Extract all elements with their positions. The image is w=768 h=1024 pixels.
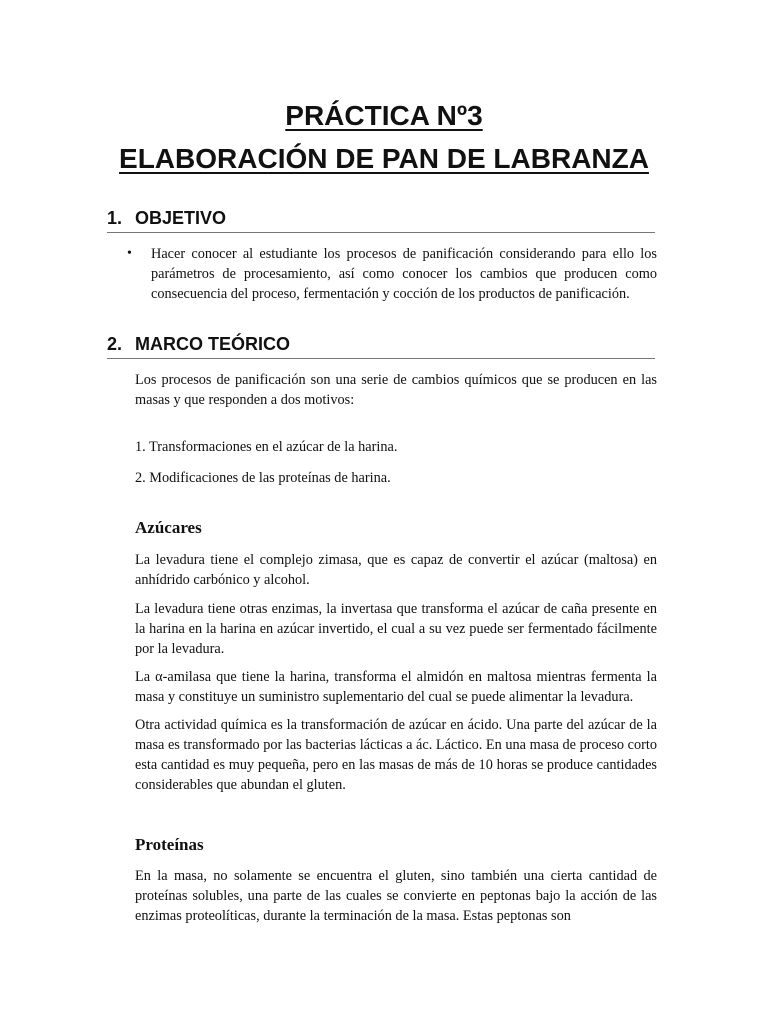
bullet-icon: • [127, 246, 132, 261]
objective-bullet-text: Hacer conocer al estudiante los procesos de panificación considerando para ello los parámetros de procesamiento, así como conocer los cambios que producen como consecuencia del proceso, fermentación y cocción de los productos de panificación. [151, 246, 657, 302]
section-title: MARCO TEÓRICO [135, 334, 290, 354]
paragraph: La levadura tiene el complejo zimasa, que es capaz de convertir el azúcar (maltosa) en anhídrido carbónico y alcohol. [135, 552, 657, 588]
subheading-proteinas: Proteínas [135, 835, 204, 854]
list-item: 2. Modificaciones de las proteínas de harina. [135, 470, 391, 486]
paragraph: La α-amilasa que tiene la harina, transforma el almidón en maltosa mientras fermenta la masa y constituye un suministro suplementario del cual se puede alimentar la levadura. [135, 669, 657, 705]
subheading-azucares: Azúcares [135, 518, 202, 537]
section-heading-objetivo [107, 205, 655, 233]
document-title-line-2: ELABORACIÓN DE PAN DE LABRANZA [119, 143, 649, 174]
section-number: 1. [107, 208, 123, 228]
paragraph: La levadura tiene otras enzimas, la invertasa que transforma el azúcar de caña presente en la harina en la harina en azúcar invertido, el cual a su vez puede ser fermentado fácilmente por la levadura. [135, 601, 657, 657]
section-number: 2. [107, 334, 123, 354]
paragraph: En la masa, no solamente se encuentra el gluten, sino también una cierta cantidad de proteínas solubles, una parte de las cuales se convierte en peptonas bajo la acción de las enzimas proteolíticas, durante la terminación de la masa. Estas peptonas son [135, 868, 657, 924]
intro-paragraph: Los procesos de panificación son una serie de cambios químicos que se producen en las masas y que responden a dos motivos: [135, 372, 657, 408]
section-heading-marco-teorico [107, 331, 655, 359]
document-title-line-1: PRÁCTICA Nº3 [285, 100, 483, 131]
list-item: 1. Transformaciones en el azúcar de la harina. [135, 439, 398, 455]
paragraph: Otra actividad química es la transformación de azúcar en ácido. Una parte del azúcar de la masa es transformado por las bacterias lácticas a ác. Láctico. En una masa de proceso corto esta cantidad es muy pequeña, pero en las masas de más de 10 horas se produce cantidades considerables que abundan el gluten. [135, 717, 658, 793]
section-title: OBJETIVO [135, 208, 227, 228]
